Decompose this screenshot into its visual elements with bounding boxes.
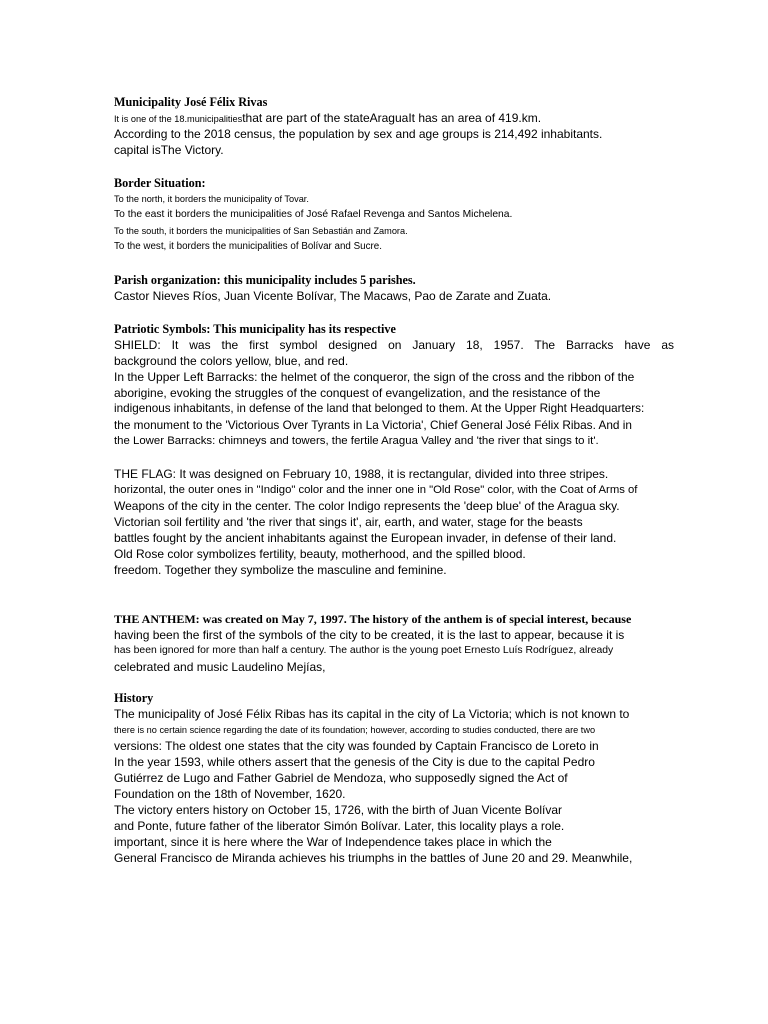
- anthem-heading: THE ANTHEM: was created on May 7, 1997. The history of the anthem is of special interest, because: [114, 612, 632, 626]
- shield-line: aborigine, evoking the struggles of the conquest of evangelization, and the resistance of the: [114, 386, 601, 400]
- history-heading: History: [114, 691, 154, 705]
- flag-line: THE FLAG: It was designed on February 10, 1988, it is rectangular, divided into three stripes.: [114, 467, 609, 481]
- border-line: To the west, it borders the municipalities of Bolívar and Sucre.: [114, 241, 382, 252]
- history-line: there is no certain science regarding the date of its foundation; however, according to studies conducted, there are two: [114, 725, 596, 735]
- shield-line: indigenous inhabitants, in defense of the land that belonged to them. At the Upper Right Headquarters:: [114, 402, 645, 415]
- parish-heading: Parish organization: this municipality includes 5 parishes.: [114, 273, 416, 287]
- history-line: Foundation on the 18th of November, 1620.: [114, 787, 346, 801]
- intro-line-1: It is one of the 18.municipalitiesthat are part of the stateAraguaIt has an area of 419.km.: [114, 111, 542, 125]
- flag-line: horizontal, the outer ones in "Indigo" color and the inner one in "Old Rose" color, with the Coat of Arms of: [114, 484, 638, 496]
- page-title: Municipality José Félix Rivas: [114, 95, 268, 109]
- symbols-heading: Patriotic Symbols: This municipality has its respective: [114, 322, 396, 336]
- flag-line: freedom. Together they symbolize the masculine and feminine.: [114, 563, 447, 577]
- history-line: The municipality of José Félix Ribas has its capital in the city of La Victoria; which is not known to: [114, 707, 630, 721]
- flag-line: battles fought by the ancient inhabitants against the European invader, in defense of their land.: [114, 531, 617, 545]
- shield-line: In the Upper Left Barracks: the helmet of the conqueror, the sign of the cross and the ribbon of the: [114, 370, 635, 384]
- border-heading: Border Situation:: [114, 176, 206, 190]
- border-line: To the north, it borders the municipality of Tovar.: [114, 194, 309, 204]
- shield-line: background the colors yellow, blue, and red.: [114, 354, 349, 368]
- history-line: Gutiérrez de Lugo and Father Gabriel de Mendoza, who supposedly signed the Act of: [114, 771, 568, 785]
- border-line: To the south, it borders the municipalities of San Sebastián and Zamora.: [114, 226, 408, 236]
- intro-line-2: According to the 2018 census, the population by sex and age groups is 214,492 inhabitants.: [114, 127, 603, 141]
- flag-line: Old Rose color symbolizes fertility, beauty, motherhood, and the spilled blood.: [114, 547, 526, 561]
- flag-line: Victorian soil fertility and 'the river that sings it', air, earth, and water, stage for the beasts: [114, 515, 583, 529]
- history-line: versions: The oldest one states that the city was founded by Captain Francisco de Loreto in: [114, 739, 599, 753]
- shield-line: the Lower Barracks: chimneys and towers, the fertile Aragua Valley and 'the river that sings to it'.: [114, 435, 599, 447]
- history-line: and Ponte, future father of the liberator Simón Bolívar. Later, this locality plays a role.: [114, 819, 565, 833]
- document-body: [114, 94, 674, 866]
- border-line: To the east it borders the municipalities of José Rafael Revenga and Santos Michelena.: [114, 209, 513, 220]
- anthem-line: having been the first of the symbols of the city to be created, it is the last to appear, because it is: [114, 628, 625, 642]
- anthem-line: has been ignored for more than half a century. The author is the young poet Ernesto Luís Rodríguez, already: [114, 645, 614, 656]
- intro-line-3: capital isThe Victory.: [114, 143, 224, 157]
- anthem-line: celebrated and music Laudelino Mejías,: [114, 660, 326, 674]
- shield-line: SHIELD: It was the first symbol designed on January 18, 1957. The Barracks have as: [114, 338, 674, 352]
- history-line: General Francisco de Miranda achieves his triumphs in the battles of June 20 and 29. Meanwhile,: [114, 851, 633, 865]
- flag-line: Weapons of the city in the center. The color Indigo represents the 'deep blue' of the Aragua sky.: [114, 499, 620, 513]
- parish-text: Castor Nieves Ríos, Juan Vicente Bolívar, The Macaws, Pao de Zarate and Zuata.: [114, 289, 552, 303]
- history-line: In the year 1593, while others assert that the genesis of the City is due to the capital Pedro: [114, 755, 595, 769]
- shield-line: the monument to the 'Victorious Over Tyrants in La Victoria', Chief General José Félix Ribas. And in: [114, 418, 632, 432]
- history-line: The victory enters history on October 15, 1726, with the birth of Juan Vicente Bolívar: [114, 803, 563, 817]
- history-line: important, since it is here where the War of Independence takes place in which the: [114, 835, 552, 849]
